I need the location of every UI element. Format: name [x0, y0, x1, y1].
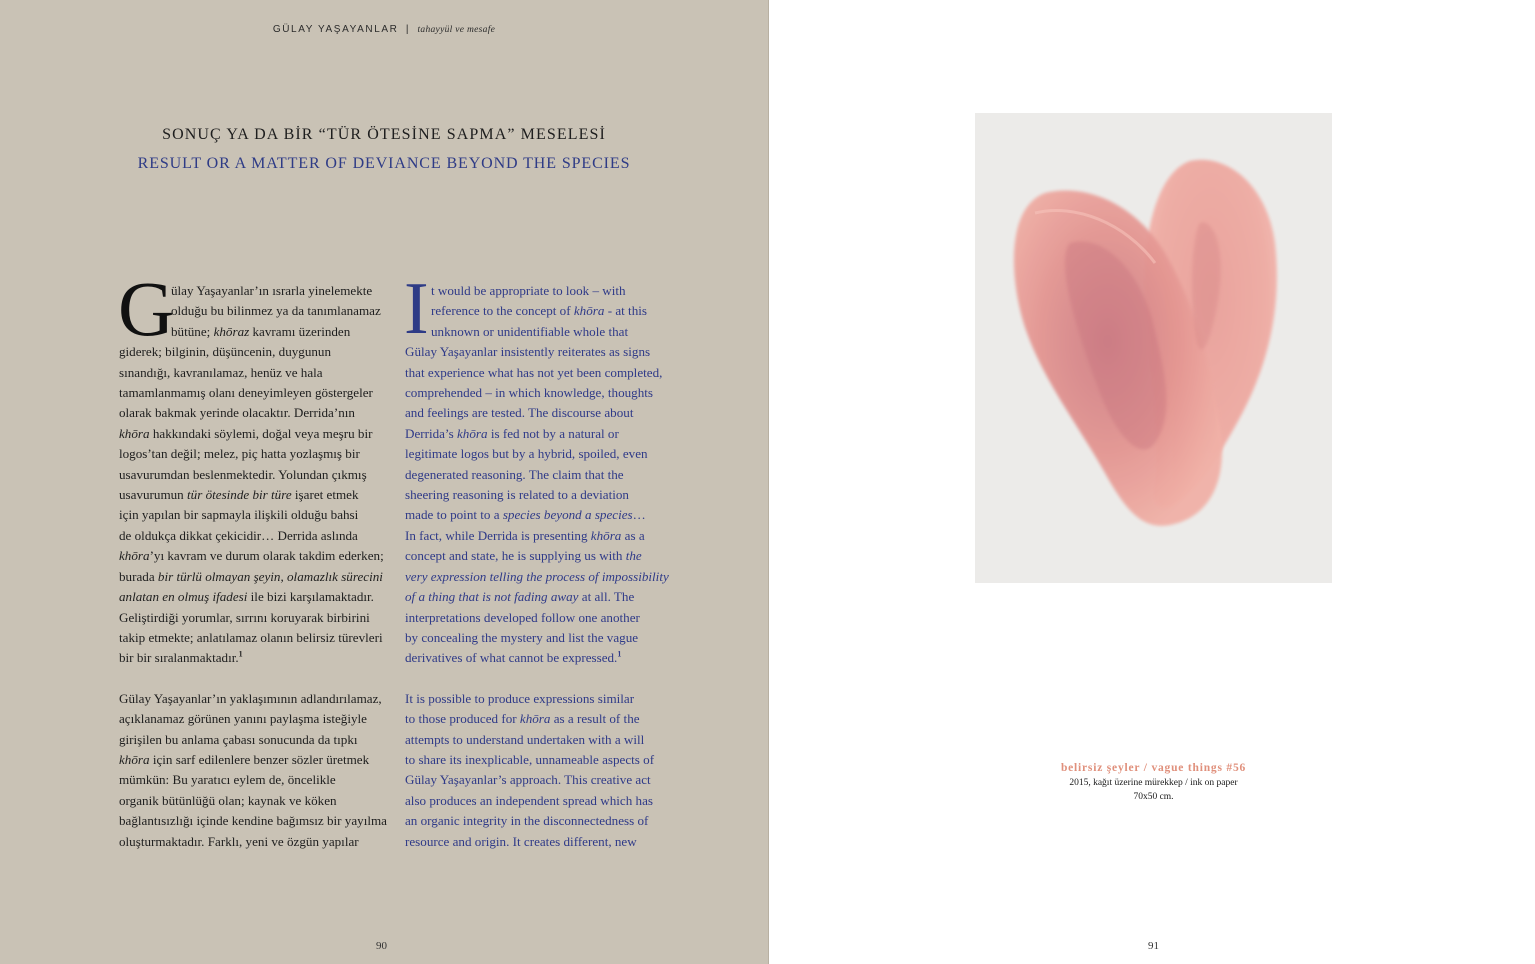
- text-segment: derivatives of what cannot be expressed.: [405, 650, 618, 666]
- text-line: [119, 526, 381, 546]
- turkish-text-column: [118, 265, 387, 872]
- text-segment: legitimate logos but by a hybrid, spoiled, even: [405, 446, 648, 462]
- text-line: [119, 770, 381, 790]
- text-line: [119, 628, 381, 648]
- artwork-caption-dimensions: 70x50 cm.: [1133, 792, 1174, 802]
- text-line: [405, 485, 667, 505]
- text-line: [119, 485, 381, 505]
- text-segment: khōra: [119, 751, 150, 767]
- text-line: [119, 709, 381, 729]
- text-segment: anlatan en olmuş ifadesi: [119, 589, 248, 605]
- text-segment: burada: [119, 568, 158, 584]
- text-line: [119, 444, 381, 464]
- english-text-column: [404, 268, 669, 872]
- text-segment: …: [632, 507, 646, 523]
- text-segment: species beyond a species: [502, 507, 633, 523]
- text-segment: oluşturmaktadır. Farklı, yeni ve özgün yapılar: [119, 833, 359, 849]
- artwork-caption-title: belirsiz şeyler / vague things #56: [1060, 762, 1247, 774]
- text-segment: khōra: [457, 425, 488, 441]
- text-segment: ülay Yaşayanlar’ın ısrarla yinelemekte: [171, 283, 373, 298]
- text-line: [405, 587, 667, 607]
- text-segment: unknown or unidentifiable whole that: [431, 323, 629, 339]
- drop-cap: I: [404, 268, 429, 350]
- text-segment: also produces an independent spread which has: [405, 792, 653, 808]
- text-line: [405, 567, 667, 587]
- text-segment: khōra: [119, 425, 150, 441]
- text-line: [405, 526, 667, 546]
- text-line: [405, 322, 667, 342]
- text-line: [405, 465, 667, 485]
- text-segment: giderek; bilginin, düşüncenin, duygunun: [119, 344, 332, 360]
- text-segment: that experience what has not yet been completed,: [405, 364, 663, 380]
- text-line: [405, 444, 667, 464]
- text-segment: is fed not by a natural or: [487, 425, 619, 441]
- text-line: [405, 505, 667, 525]
- text-segment: In fact, while Derrida is presenting: [405, 527, 591, 543]
- text-line: [405, 301, 667, 321]
- text-segment: kavramı üzerinden: [249, 323, 351, 339]
- text-segment: de oldukça dikkat çekicidir… Derrida aslında: [119, 527, 358, 543]
- text-segment: usavurumdan beslenmektedir. Yolundan çıkmış: [119, 466, 367, 482]
- text-line: [405, 342, 667, 362]
- running-head-subtitle: tahayyül ve mesafe: [417, 25, 496, 35]
- text-line: [405, 363, 667, 383]
- text-segment: bir türlü olmayan şeyin, olamazlık sürecini: [157, 568, 383, 584]
- text-segment: Gülay Yaşayanlar’s approach. This creative act: [405, 772, 651, 788]
- text-segment: bütüne;: [171, 323, 214, 339]
- text-line: [119, 567, 381, 587]
- text-segment: işaret etmek: [291, 487, 359, 503]
- text-line: [119, 608, 381, 628]
- text-line: [405, 832, 667, 852]
- text-segment: It is possible to produce expressions similar: [405, 690, 635, 706]
- text-segment: reference to the concept of: [431, 303, 574, 319]
- text-line: [119, 403, 381, 423]
- text-segment: concept and state, he is supplying us with: [405, 548, 626, 564]
- text-segment: için sarf edilenlere benzer sözler üretmek: [149, 751, 370, 767]
- text-line: [119, 832, 381, 852]
- text-segment: 1: [238, 649, 243, 659]
- artwork-caption-medium: 2015, kağıt üzerine mürekkep / ink on paper: [1069, 778, 1238, 788]
- text-segment: logos’tan değil; melez, piç hatta yozlaşmış bir: [119, 446, 360, 462]
- text-line: [405, 791, 667, 811]
- text-segment: ile bizi karşılamaktadır.: [247, 589, 374, 605]
- english-paragraph-2: [405, 689, 667, 852]
- text-line: [405, 281, 667, 301]
- text-line: [405, 628, 667, 648]
- text-segment: için yapılan bir sapmayla ilişkili olduğu bahsi: [119, 507, 359, 523]
- text-segment: interpretations developed follow one another: [405, 609, 640, 625]
- text-line: [119, 730, 381, 750]
- text-segment: sınandığı, kavranılamaz, henüz ve hala: [119, 364, 323, 380]
- text-segment: bağlantısızlığı içinde kendine bağımsız bir yayılma: [119, 813, 387, 829]
- text-segment: tamamlanmamış olanı deneyimleyen göstergeler: [119, 385, 373, 401]
- text-segment: tür ötesinde bir türe: [187, 487, 292, 503]
- text-segment: bir bir sıralanmaktadır.: [119, 650, 239, 666]
- text-line: [405, 811, 667, 831]
- text-segment: olduğu bu bilinmez ya da tanımlanamaz: [171, 303, 381, 319]
- text-segment: degenerated reasoning. The claim that the: [405, 466, 624, 482]
- text-line: [405, 546, 667, 566]
- text-segment: khōra: [519, 711, 551, 727]
- text-line: [405, 648, 667, 668]
- artwork-image: [975, 113, 1332, 583]
- turkish-paragraph-2: [119, 689, 387, 852]
- text-line: [119, 465, 381, 485]
- text-segment: Gülay Yaşayanlar’ın yaklaşımının adlandırılamaz,: [119, 690, 382, 706]
- text-segment: khōra: [590, 527, 622, 543]
- text-segment: girişilen bu anlama çabası sonucunda da tıpkı: [119, 731, 358, 747]
- text-segment: to share its inexplicable, unnameable aspects of: [405, 751, 655, 767]
- text-segment: olarak bakmak yerinde olacaktır. Derrida’nın: [119, 405, 355, 421]
- text-line: [119, 587, 381, 607]
- text-line: [119, 689, 381, 709]
- text-line: [405, 383, 667, 403]
- text-line: [405, 424, 667, 444]
- text-line: [405, 750, 667, 770]
- text-line: [405, 730, 667, 750]
- text-line: [405, 608, 667, 628]
- text-segment: usavurumun: [119, 487, 188, 503]
- text-line: [119, 648, 381, 668]
- text-segment: Gülay Yaşayanlar insistently reiterates as signs: [405, 344, 651, 360]
- text-segment: - at this: [604, 303, 647, 319]
- drop-cap: G: [118, 265, 175, 352]
- text-segment: Derrida’s: [405, 425, 457, 441]
- text-segment: as a result of the: [550, 711, 640, 727]
- text-segment: as a: [621, 527, 645, 543]
- text-segment: açıklanamaz görünen yanını paylaşma isteğiyle: [119, 711, 367, 727]
- text-line: [405, 770, 667, 790]
- text-line: [119, 363, 381, 383]
- text-segment: an organic integrity in the disconnectedness of: [405, 813, 649, 829]
- text-segment: khōra: [573, 303, 605, 319]
- text-line: [405, 709, 667, 729]
- text-segment: the: [625, 548, 642, 564]
- text-segment: ’yı kavram ve durum olarak takdim ederken;: [149, 548, 384, 564]
- running-head-separator: |: [405, 24, 411, 35]
- text-segment: very expression telling the process of impossibility: [405, 568, 669, 584]
- text-line: [119, 546, 384, 566]
- text-line: [405, 403, 667, 423]
- section-title-english: RESULT OR A MATTER OF DEVIANCE BEYOND THE SPECIES: [137, 155, 631, 172]
- text-line: [405, 689, 667, 709]
- pink-heart-ink-painting-icon: [975, 113, 1332, 583]
- text-segment: hakkındaki söylemi, doğal veya meşru bir: [149, 425, 373, 441]
- text-line: [119, 811, 387, 831]
- text-segment: at all. The: [578, 589, 635, 605]
- text-line: [119, 505, 381, 525]
- running-head: [0, 24, 768, 35]
- text-segment: to those produced for: [405, 711, 520, 727]
- text-segment: khōraz: [213, 323, 250, 339]
- text-segment: made to point to a: [405, 507, 503, 523]
- text-segment: 1: [617, 649, 622, 659]
- section-title-turkish: SONUÇ YA DA BİR “TÜR ÖTESİNE SAPMA” MESELESİ: [162, 126, 606, 143]
- page-number: 90: [376, 940, 387, 952]
- text-segment: sheering reasoning is related to a deviation: [405, 487, 629, 503]
- text-segment: by concealing the mystery and list the vague: [405, 629, 639, 645]
- text-segment: khōra: [119, 548, 150, 564]
- text-line: [119, 424, 381, 444]
- text-segment: organik bütünlüğü olan; kaynak ve köken: [119, 792, 337, 808]
- text-segment: of a thing that is not fading away: [405, 589, 579, 605]
- english-paragraph-1: [404, 268, 669, 669]
- text-line: [119, 791, 381, 811]
- text-segment: mümkün: Bu yaratıcı eylem de, öncelikle: [119, 772, 336, 788]
- turkish-paragraph-1: [118, 265, 384, 669]
- text-segment: resource and origin. It creates different, new: [405, 833, 637, 849]
- text-segment: takip etmekte; anlatılamaz olanın belirsiz türevleri: [119, 629, 383, 645]
- text-segment: and feelings are tested. The discourse about: [405, 405, 634, 421]
- text-segment: Geliştirdiği yorumlar, sırrını koruyarak birbirini: [119, 609, 370, 625]
- running-head-author: GÜLAY YAŞAYANLAR: [272, 24, 399, 35]
- text-line: [119, 383, 381, 403]
- text-segment: t would be appropriate to look – with: [431, 283, 626, 298]
- page-number: 91: [1148, 940, 1159, 952]
- text-segment: comprehended – in which knowledge, thoughts: [405, 385, 654, 401]
- text-line: [119, 750, 381, 770]
- text-segment: attempts to understand undertaken with a will: [405, 731, 645, 747]
